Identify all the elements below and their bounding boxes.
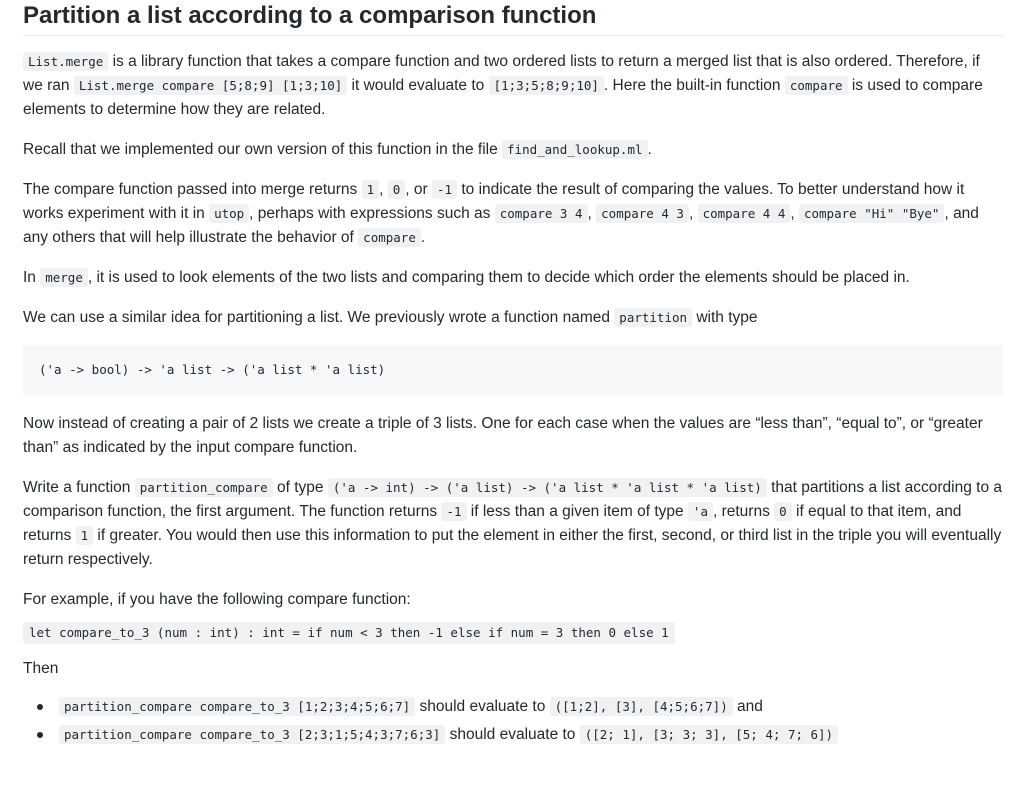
inline-code: List.merge [23,52,108,71]
inline-code: [1;3;5;8;9;10] [489,76,604,95]
inline-code: merge [40,268,88,287]
inline-code: 0 [388,180,406,199]
inline-code: compare [358,228,421,247]
paragraph-compare-returns: The compare function passed into merge returns 1 , 0 , or -1 to indicate the result of comparing the values. To better understand how it works experiment with it in utop , perhaps with expressions such as compare 3 4 , compare 4 3 , compare 4 4 , compare "Hi" "Bye" , and any others that will help illustrate the behavior of compare . [23,181,979,246]
paragraph-then: Then [23,660,59,677]
inline-code: partition_compare compare_to_3 [1;2;3;4;5;6;7] [59,697,415,716]
inline-code: utop [209,204,249,223]
examples-list [23,695,1003,751]
inline-code: ([1;2], [3], [4;5;6;7]) [550,697,733,716]
inline-code: List.merge compare [5;8;9] [1;3;10] [74,76,347,95]
inline-code: partition [614,308,692,327]
inline-code: compare [785,76,848,95]
inline-code: 0 [774,502,792,521]
inline-code: partition_compare compare_to_3 [2;3;1;5;4;3;7;6;3] [59,725,445,744]
list-item: partition_compare compare_to_3 [1;2;3;4;5;6;7] should evaluate to ([1;2], [3], [4;5;6;7]) and [37,695,1003,723]
bullet-icon [37,704,43,710]
paragraph-merge-intro: List.merge is a library function that takes a compare function and two ordered lists to return a merged list that is also ordered. Therefore, if we ran List.merge compare [5;8;9] [1;3;10] it would evaluate to [1;3;5;8;9;10] . Here the built-in function compare is used to compare elements to determine how they are related. [23,53,983,118]
inline-code: 1 [362,180,380,199]
paragraph-merge-usage: In merge , it is used to look elements of the two lists and comparing them to decide which order the elements should be placed in. [23,269,910,286]
code-block-compare-to-3: let compare_to_3 (num : int) : int = if num < 3 then -1 else if num = 3 then 0 else 1 [23,622,675,644]
inline-code: partition_compare [135,478,273,497]
inline-code: compare 3 4 [495,204,588,223]
inline-code: 1 [76,526,94,545]
inline-code-filename: find_and_lookup.ml [502,140,647,159]
inline-code: compare "Hi" "Bye" [799,204,944,223]
inline-code: -1 [432,180,457,199]
inline-code: ([2; 1], [3; 3; 3], [5; 4; 7; 6]) [580,725,838,744]
page-title: Partition a list according to a comparison function [23,0,1003,36]
paragraph-partition: We can use a similar idea for partitioning a list. We previously wrote a function named partition with type [23,309,758,326]
paragraph-write-function: Write a function partition_compare of type ('a -> int) -> ('a list) -> ('a list * 'a list * 'a list) that partitions a list according to a comparison function, the first argument. The function returns -1 if less than a given item of type 'a , returns 0 if equal to that item, and returns 1 if greater. You would then use this information to put the element in either the first, second, or third list in the triple you will eventually return respectively. [23,479,1002,568]
inline-code: 'a [688,502,713,521]
code-block-partition-type: ('a -> bool) -> 'a list -> ('a list * 'a list) [23,345,1003,396]
inline-code: compare 4 3 [596,204,689,223]
inline-code: compare 4 4 [698,204,791,223]
list-item: partition_compare compare_to_3 [2;3;1;5;4;3;7;6;3] should evaluate to ([2; 1], [3; 3; 3], [5; 4; 7; 6]) [37,723,1003,751]
paragraph-triple: Now instead of creating a pair of 2 lists we create a triple of 3 lists. One for each case when the values are “less than”, “equal to”, or “greater than” as indicated by the input compare function. [23,415,983,456]
bullet-icon [37,732,43,738]
inline-code: ('a -> int) -> ('a list) -> ('a list * 'a list * 'a list) [328,478,767,497]
inline-code: -1 [441,502,466,521]
paragraph-example-intro: For example, if you have the following compare function: [23,591,411,608]
paragraph-recall: Recall that we implemented our own version of this function in the file find_and_lookup.ml . [23,141,652,158]
